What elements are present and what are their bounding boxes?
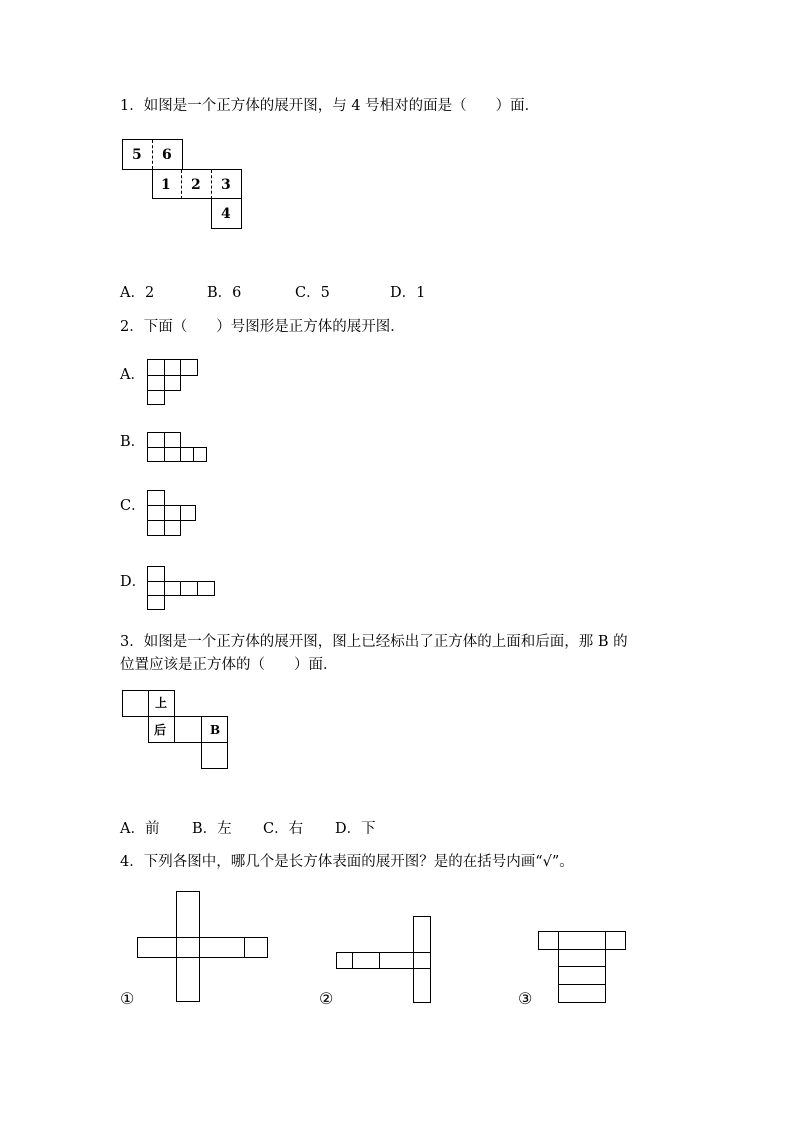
q4-figure-3-label: ③ — [518, 989, 533, 1008]
q1-face-label: 2 — [191, 177, 201, 193]
q1-face-label: 5 — [132, 147, 142, 163]
net-cell — [164, 520, 181, 536]
net-cell — [164, 447, 181, 462]
q2-option-b: B． — [120, 434, 146, 450]
q3-face-label: B — [210, 723, 221, 737]
net-cell — [147, 390, 165, 405]
net-cell — [352, 952, 380, 969]
q3-option-b: B．左 — [192, 821, 232, 837]
net-cell — [558, 966, 606, 985]
q3-option-a: A．前 — [120, 821, 160, 837]
net-cell — [558, 984, 606, 1003]
q2-option-c: C． — [120, 498, 146, 514]
net-cell — [558, 931, 606, 950]
net-cell — [244, 937, 268, 958]
q3-option-c: C．右 — [263, 821, 304, 837]
q3-face-label: 上 — [155, 696, 168, 710]
q1-option-a: A．2 — [120, 285, 155, 301]
q1-face-label: 1 — [161, 177, 171, 193]
net-cell — [164, 581, 181, 596]
q1-fold-line — [181, 170, 182, 199]
q4-figure-1-label: ① — [120, 989, 135, 1008]
net-cell — [180, 447, 194, 462]
net-cell — [413, 952, 431, 969]
net-cell — [147, 566, 165, 582]
net-cell — [176, 937, 200, 958]
q2-option-d: D． — [120, 574, 147, 590]
q1-face-label: 3 — [221, 177, 231, 193]
net-cell — [164, 359, 181, 376]
q1-option-d: D．1 — [390, 285, 426, 301]
q4-figure-2-label: ② — [319, 989, 334, 1008]
net-cell — [201, 742, 228, 769]
net-cell — [174, 716, 202, 743]
q1-face-label: 6 — [162, 147, 172, 163]
q1-text: 1．如图是一个正方体的展开图，与 4 号相对的面是（ ）面． — [120, 98, 540, 114]
net-cell — [164, 432, 181, 448]
q3-face-label: 后 — [154, 723, 167, 737]
q2-text: 2．下面（ ）号图形是正方体的展开图． — [120, 319, 405, 335]
net-cell — [164, 375, 181, 391]
net-cell — [558, 949, 606, 967]
q3-text-line1: 3．如图是一个正方体的展开图，图上已经标出了正方体的上面和后面，那 B 的 — [120, 634, 628, 650]
net-cell — [180, 581, 198, 596]
q3-option-d: D．下 — [335, 821, 376, 837]
q1-fold-line — [152, 140, 153, 169]
q1-option-b: B．6 — [207, 285, 242, 301]
net-cell — [164, 505, 181, 521]
q1-fold-line — [212, 198, 241, 199]
q2-option-a: A． — [120, 367, 145, 383]
q3-text-line2: 位置应该是正方体的（ ）面． — [120, 657, 338, 673]
net-cell — [147, 595, 165, 610]
q1-face-label: 4 — [221, 206, 231, 222]
q1-fold-line — [211, 170, 212, 199]
q1-option-c: C．5 — [295, 285, 330, 301]
net-cell — [147, 490, 165, 506]
q4-text: 4．下列各图中，哪几个是长方体表面的展开图？是的在括号内画“√”。 — [120, 854, 574, 870]
